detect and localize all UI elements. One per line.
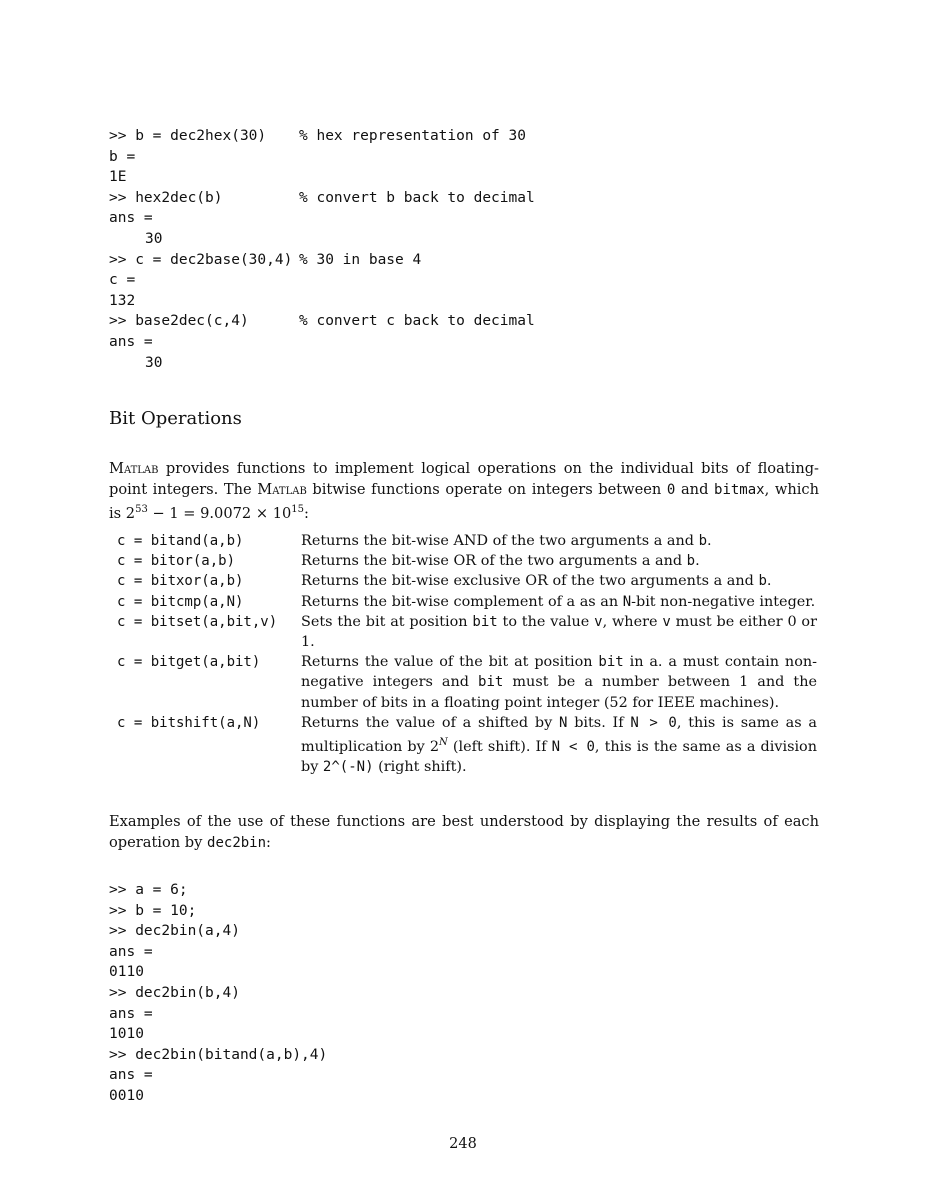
code-command: 30 — [145, 230, 163, 247]
function-row — [117, 551, 817, 571]
examples-paragraph: Examples of the use of these functions are best understood by displaying the results of each operation by dec2bin: — [109, 813, 819, 851]
code-comment: % convert b back to decimal — [299, 189, 535, 206]
section-heading: Bit Operations — [109, 408, 242, 429]
function-description: Sets the bit at position bit to the value v, where v must be either 0 or 1. — [301, 613, 817, 651]
function-signature: c = bitcmp(a,N) — [117, 593, 244, 610]
code-block-examples — [109, 880, 327, 1107]
code-command: >> hex2dec(b) — [109, 189, 223, 206]
function-description: Returns the bit-wise AND of the two arguments a and b. — [301, 533, 712, 549]
code-line: >> dec2bin(b,4) — [109, 984, 240, 1001]
code-command: >> c = dec2base(30,4) — [109, 251, 293, 268]
function-row — [117, 592, 817, 612]
code-line: ans = — [109, 943, 153, 960]
intro-paragraph: Matlab provides functions to implement logical operations on the individual bits of floating-point integers. The Matlab bitwise functions operate on integers between 0 and bitmax, which is $2^{53} - 1 = 9.0072 \times 10^{15}$: — [109, 460, 819, 522]
code-command: >> b = dec2hex(30) — [109, 128, 267, 144]
code-line: 0110 — [109, 964, 144, 981]
matlab-name: Matlab — [257, 480, 307, 498]
function-description: Returns the value of a shifted by N bits. If N > 0, this is same as a multiplication by $2^N$ (left shift). If N < 0, this is the same as a division by 2^(-N) (right shift). — [301, 714, 817, 776]
bitmax-formula: $2^{53} - 1 = 9.0072 \times 10^{15}$: — [125, 504, 309, 522]
code-command: 30 — [145, 354, 163, 371]
page-number: 248 — [449, 1136, 477, 1152]
code-command: 1E — [109, 169, 127, 186]
function-description: Returns the bit-wise OR of the two arguments a and b. — [301, 553, 700, 570]
function-row — [117, 571, 817, 591]
function-row — [117, 612, 817, 652]
code-line: >> dec2bin(a,4) — [109, 923, 240, 940]
code-line: ans = — [109, 1067, 153, 1084]
code-line: >> a = 6; — [109, 882, 188, 898]
function-signature: c = bitshift(a,N) — [117, 714, 261, 731]
code-command: 132 — [109, 292, 136, 309]
code-line: >> b = 10; — [109, 902, 197, 919]
code-command: ans = — [109, 210, 153, 227]
code-line: 0010 — [109, 1087, 144, 1104]
dec2bin-code: dec2bin — [207, 834, 267, 851]
bit-functions-table — [117, 531, 817, 777]
code-line: ans = — [109, 1005, 153, 1022]
function-signature: c = bitxor(a,b) — [117, 573, 244, 590]
matlab-name: Matlab — [109, 460, 159, 477]
code-comment: % 30 in base 4 — [299, 251, 422, 268]
code-comment: % hex representation of 30 — [299, 128, 526, 144]
code-command: b = — [109, 148, 136, 165]
code-command: c = — [109, 272, 136, 289]
function-signature: c = bitand(a,b) — [117, 533, 244, 549]
code-command: >> base2dec(c,4) — [109, 313, 249, 330]
function-signature: c = bitor(a,b) — [117, 553, 236, 570]
code-command: ans = — [109, 333, 153, 350]
function-description: Returns the bit-wise complement of a as an N-bit non-negative integer. — [301, 593, 816, 610]
function-description: Returns the value of the bit at position bit in a. a must contain non-negative integers and bit must be a number between 1 and the number of bits in a floating point integer (52 for IEEE machines). — [301, 654, 817, 711]
function-signature: c = bitget(a,bit) — [117, 654, 261, 671]
bitmax-code: bitmax — [714, 481, 765, 498]
function-description: Returns the bit-wise exclusive OR of the two arguments a and b. — [301, 573, 772, 590]
code-line: 1010 — [109, 1026, 144, 1043]
function-signature: c = bitset(a,bit,v) — [117, 613, 278, 630]
code-line: >> dec2bin(bitand(a,b),4) — [109, 1046, 328, 1063]
function-row — [117, 531, 817, 551]
function-row — [117, 652, 817, 713]
function-row — [117, 713, 817, 777]
code-comment: % convert c back to decimal — [299, 313, 535, 330]
